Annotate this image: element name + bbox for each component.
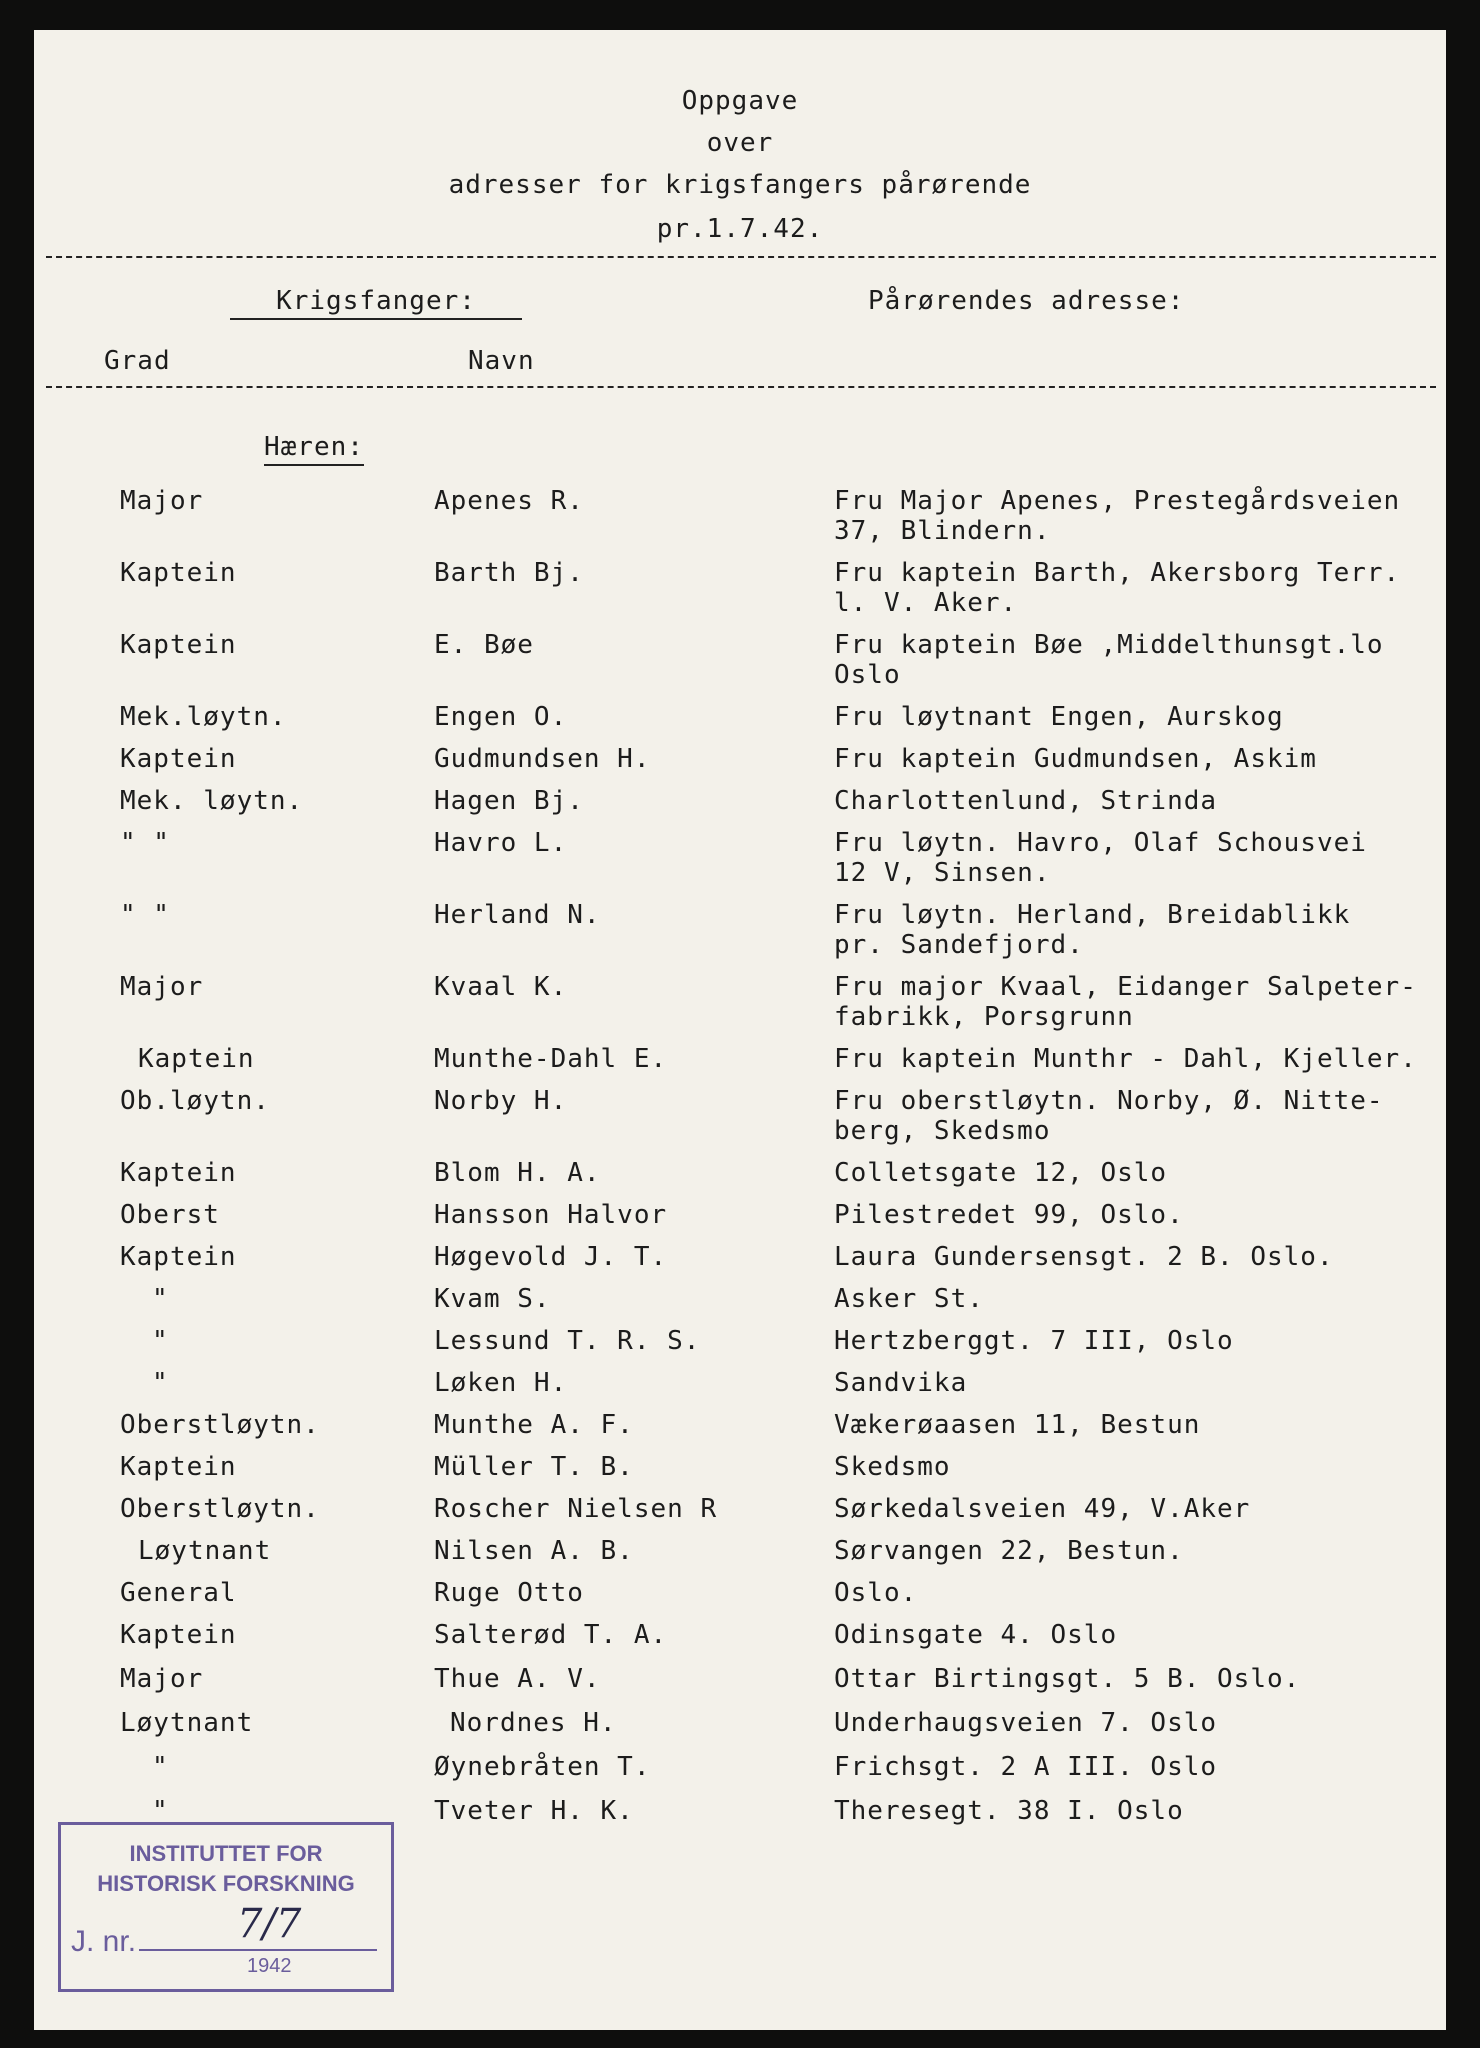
row-address-line-1: Sørkedalsveien 49, V.Aker	[834, 1494, 1251, 1524]
row-address	[834, 1086, 1384, 1146]
row-navn: Høgevold J. T.	[434, 1242, 668, 1272]
row-address-line-1: Underhaugsveien 7. Oslo	[834, 1708, 1218, 1738]
stamp-line-1: INSTITUTTET FOR	[129, 1841, 323, 1866]
row-navn: Munthe A. F.	[434, 1410, 634, 1440]
row-navn: Kvaal K.	[434, 972, 568, 1002]
header-bottom-rule	[46, 386, 1436, 388]
row-grad: Kaptein	[120, 1620, 237, 1650]
row-address	[834, 1708, 1217, 1738]
row-address	[834, 1284, 984, 1314]
row-navn: Havro L.	[434, 828, 568, 858]
stamp-jnr-label: J. nr.	[71, 1925, 137, 1958]
row-address-line-2: fabrikk, Porsgrunn	[834, 1002, 1134, 1032]
row-address	[834, 744, 1317, 774]
row-address-line-2: l. V. Aker.	[834, 588, 1018, 618]
row-navn: Hagen Bj.	[434, 786, 584, 816]
row-address	[834, 972, 1417, 1032]
row-address	[834, 1494, 1250, 1524]
row-address	[834, 1796, 1184, 1826]
row-navn: Løken H.	[434, 1368, 568, 1398]
row-navn: E. Bøe	[434, 630, 534, 660]
row-navn: Hansson Halvor	[434, 1200, 668, 1230]
row-address-line-1: Pilestredet 99, Oslo.	[834, 1200, 1184, 1230]
row-navn: Nordnes H.	[450, 1708, 617, 1738]
row-grad: Major	[120, 486, 204, 516]
heading-line-3: adresser for krigsfangers pårørende	[448, 170, 1032, 200]
column-heading-grad: Grad	[104, 346, 171, 376]
row-address	[834, 786, 1217, 816]
row-address-line-1: Fru løytn. Havro, Olaf Schousvei	[834, 828, 1367, 858]
row-address-line-1: Colletsgate 12, Oslo	[834, 1158, 1168, 1188]
row-grad: Løytnant	[120, 1708, 254, 1738]
column-heading-adresse: Pårørendes adresse:	[868, 286, 1185, 316]
row-address-line-2: 12 V, Sinsen.	[834, 858, 1051, 888]
row-grad: Oberstløytn.	[120, 1494, 320, 1524]
row-address	[834, 900, 1350, 960]
top-rule	[46, 256, 1436, 258]
section-heading: Hæren:	[264, 432, 364, 466]
row-grad: "	[152, 1326, 169, 1356]
row-address-line-1: Frichsgt. 2 A III. Oslo	[834, 1752, 1218, 1782]
row-address	[834, 1620, 1117, 1650]
row-address-line-1: Vækerøaasen 11, Bestun	[834, 1410, 1201, 1440]
row-grad: Kaptein	[120, 1452, 237, 1482]
row-address-line-1: Fru Major Apenes, Prestegårdsveien	[834, 486, 1401, 516]
stamp-handwritten-number: 7/7	[237, 1901, 302, 1947]
heading-line-4: pr.1.7.42.	[656, 214, 824, 244]
row-address-line-1: Fru oberstløytn. Norby, Ø. Nitte-	[834, 1086, 1384, 1116]
row-grad: Kaptein	[138, 1044, 255, 1074]
row-navn: Roscher Nielsen R	[434, 1494, 718, 1524]
heading-line-1: Oppgave	[681, 86, 799, 116]
row-grad: Kaptein	[120, 630, 237, 660]
archive-stamp	[58, 1822, 394, 1992]
row-address	[834, 486, 1400, 546]
row-address	[834, 558, 1400, 618]
row-grad: Kaptein	[120, 1158, 237, 1188]
row-navn: Norby H.	[434, 1086, 568, 1116]
row-navn: Thue A. V.	[434, 1664, 601, 1694]
row-grad: "	[152, 1752, 169, 1782]
row-navn: Kvam S.	[434, 1284, 551, 1314]
row-navn: Engen O.	[434, 702, 568, 732]
row-navn: Blom H. A.	[434, 1158, 601, 1188]
row-address-line-1: Sørvangen 22, Bestun.	[834, 1536, 1184, 1566]
row-navn: Gudmundsen H.	[434, 744, 651, 774]
row-grad: "	[152, 1284, 169, 1314]
row-address-line-1: Fru løytnant Engen, Aurskog	[834, 702, 1284, 732]
row-address	[834, 1242, 1334, 1272]
row-address-line-2: pr. Sandefjord.	[834, 930, 1084, 960]
row-address	[834, 1452, 951, 1482]
row-navn: Barth Bj.	[434, 558, 584, 588]
stamp-line-2: HISTORISK FORSKNING	[97, 1871, 355, 1896]
row-address-line-1: Hertzberggt. 7 III, Oslo	[834, 1326, 1234, 1356]
row-grad: "	[152, 1796, 169, 1826]
row-address	[834, 1368, 967, 1398]
row-address-line-1: Charlottenlund, Strinda	[834, 786, 1218, 816]
row-grad: " "	[120, 828, 170, 858]
row-address	[834, 1326, 1234, 1356]
row-address-line-1: Oslo.	[834, 1578, 918, 1608]
row-navn: Apenes R.	[434, 486, 584, 516]
row-navn: Ruge Otto	[434, 1578, 584, 1608]
row-address	[834, 1536, 1184, 1566]
stamp-year: 1942	[247, 1955, 292, 1977]
row-grad: General	[120, 1578, 237, 1608]
row-grad: Kaptein	[120, 1242, 237, 1272]
row-grad: Oberst	[120, 1200, 220, 1230]
row-address-line-1: Fru kaptein Gudmundsen, Askim	[834, 744, 1317, 774]
row-address-line-1: Odinsgate 4. Oslo	[834, 1620, 1118, 1650]
row-address-line-1: Fru kaptein Bøe ,Middelthunsgt.lo	[834, 630, 1384, 660]
row-address	[834, 630, 1384, 690]
row-grad: Ob.løytn.	[120, 1086, 270, 1116]
row-address-line-1: Asker St.	[834, 1284, 984, 1314]
row-grad: Mek.løytn.	[120, 702, 287, 732]
row-address-line-1: Ottar Birtingsgt. 5 B. Oslo.	[834, 1664, 1301, 1694]
row-address	[834, 1158, 1167, 1188]
row-grad: Kaptein	[120, 558, 237, 588]
row-navn: Herland N.	[434, 900, 601, 930]
row-address	[834, 1578, 917, 1608]
document-page	[34, 30, 1446, 2030]
row-address-line-1: Fru kaptein Munthr - Dahl, Kjeller.	[834, 1044, 1417, 1074]
row-grad: "	[152, 1368, 169, 1398]
row-address-line-1: Sandvika	[834, 1368, 968, 1398]
column-heading-navn: Navn	[468, 346, 535, 376]
column-heading-krigsfanger: Krigsfanger:	[230, 286, 522, 320]
row-address	[834, 1044, 1417, 1074]
row-address	[834, 1752, 1217, 1782]
row-grad: Mek. løytn.	[120, 786, 304, 816]
row-grad: " "	[120, 900, 170, 930]
row-grad: Major	[120, 972, 204, 1002]
row-address	[834, 1410, 1200, 1440]
row-address-line-1: Fru major Kvaal, Eidanger Salpeter-	[834, 972, 1417, 1002]
row-grad: Løytnant	[138, 1536, 272, 1566]
row-address-line-1: Theresegt. 38 I. Oslo	[834, 1796, 1184, 1826]
row-navn: Tveter H. K.	[434, 1796, 634, 1826]
row-address-line-2: 37, Blindern.	[834, 516, 1051, 546]
row-navn: Salterød T. A.	[434, 1620, 668, 1650]
row-grad: Kaptein	[120, 744, 237, 774]
heading-line-2: over	[706, 128, 774, 158]
row-grad: Oberstløytn.	[120, 1410, 320, 1440]
row-navn: Lessund T. R. S.	[434, 1326, 701, 1356]
row-navn: Munthe-Dahl E.	[434, 1044, 668, 1074]
row-address	[834, 828, 1367, 888]
row-address	[834, 1664, 1300, 1694]
row-address-line-1: Fru løytn. Herland, Breidablikk	[834, 900, 1351, 930]
row-navn: Müller T. B.	[434, 1452, 634, 1482]
row-navn: Øynebråten T.	[434, 1752, 651, 1782]
row-address-line-1: Skedsmo	[834, 1452, 951, 1482]
stamp-signature-line	[139, 1949, 377, 1951]
row-address-line-2: berg, Skedsmo	[834, 1116, 1051, 1146]
row-address-line-2: Oslo	[834, 660, 901, 690]
row-address	[834, 1200, 1184, 1230]
row-grad: Major	[120, 1664, 204, 1694]
row-navn: Nilsen A. B.	[434, 1536, 634, 1566]
row-address-line-1: Laura Gundersensgt. 2 B. Oslo.	[834, 1242, 1334, 1272]
row-address	[834, 702, 1284, 732]
row-address-line-1: Fru kaptein Barth, Akersborg Terr.	[834, 558, 1401, 588]
